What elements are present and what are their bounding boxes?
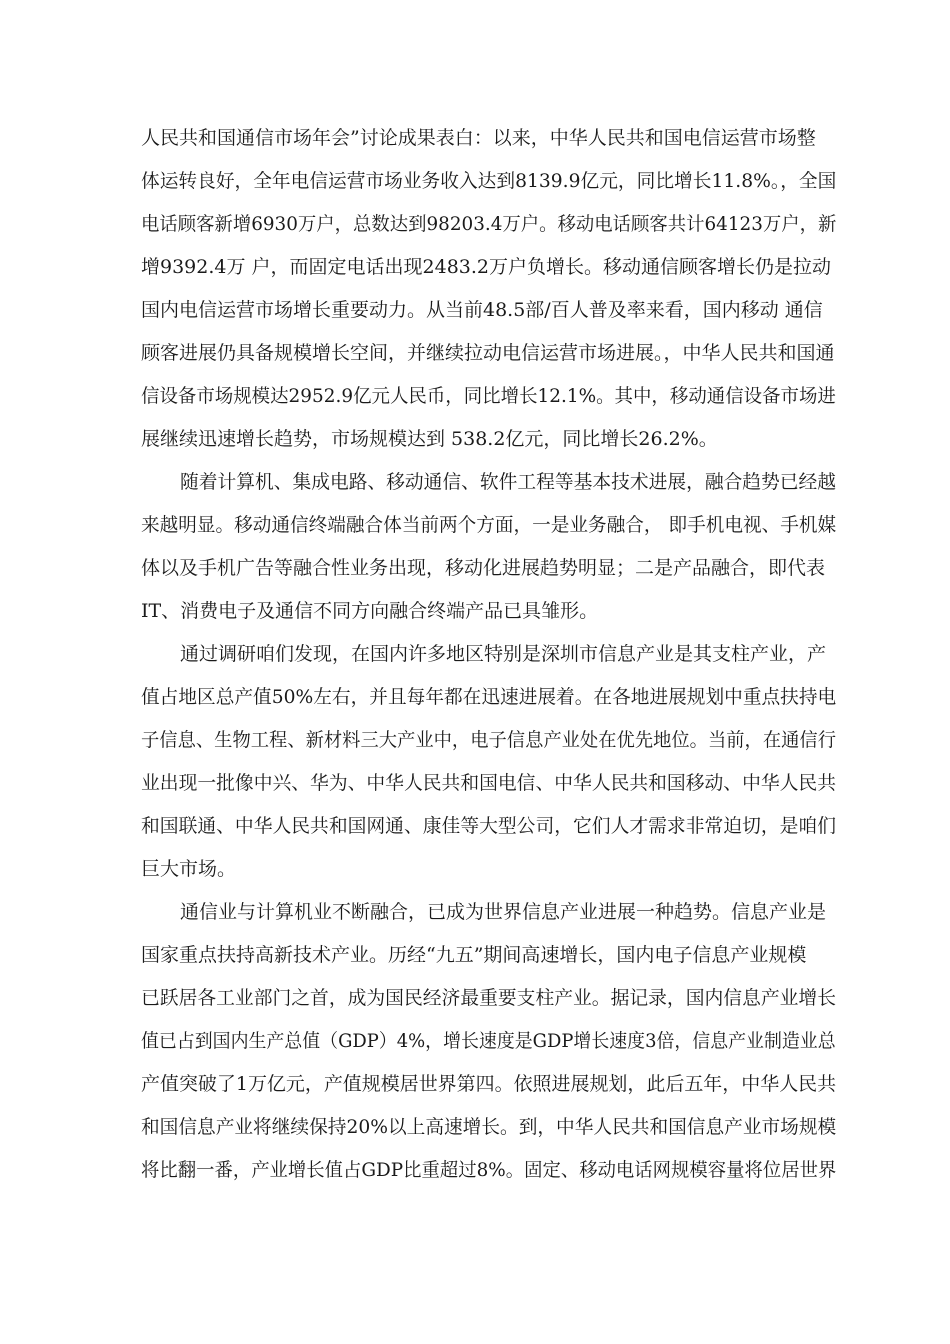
text-line: 和国信息产业将继续保持20%以上高速增长。到，中华人民共和国信息产业市场规模 (141, 1116, 837, 1138)
text-line: 产值突破了1万亿元，产值规模居世界第四。依照进展规划，此后五年，中华人民共 (141, 1073, 837, 1095)
text-line: 和国联通、中华人民共和国网通、康佳等大型公司，它们人才需求非常迫切，是咱们 (141, 815, 837, 837)
text-line: 人民共和国通信市场年会”讨论成果表白：以来，中华人民共和国电信运营市场整 (141, 127, 816, 149)
text-line: 将比翻一番，产业增长值占GDP比重超过8%。固定、移动电话网规模容量将位居世界 (141, 1159, 837, 1181)
text-line: 体运转良好，全年电信运营市场业务收入达到8139.9亿元，同比增长11.8%。，全国 (141, 170, 837, 192)
text-line: 顾客进展仍具备规模增长空间，并继续拉动电信运营市场进展。，中华人民共和国通 (141, 342, 835, 364)
text-line: 巨大市场。 (141, 858, 237, 880)
text-line: 业出现一批像中兴、华为、中华人民共和国电信、中华人民共和国移动、中华人民共 (141, 772, 837, 794)
text-line: IT、消费电子及通信不同方向融合终端产品已具雏形。 (141, 600, 599, 622)
text-line: 通信业与计算机业不断融合，已成为世界信息产业进展一种趋势。信息产业是 (180, 901, 827, 923)
text-line: 随着计算机、集成电路、移动通信、软件工程等基本技术进展，融合趋势已经越 (180, 471, 837, 493)
text-line: 电话顾客新增6930万户，总数达到98203.4万户。移动电话顾客共计64123万户，新 (141, 213, 837, 235)
text-line: 国家重点扶持高新技术产业。历经“九五”期间高速增长，国内电子信息产业规模 (141, 944, 807, 966)
text-line: 值已占到国内生产总值（GDP）4%，增长速度是GDP增长速度3倍，信息产业制造业总 (141, 1030, 836, 1052)
text-line: 增9392.4万 户，而固定电话出现2483.2万户负增长。移动通信顾客增长仍是拉动 (141, 256, 832, 278)
text-line: 已跃居各工业部门之首，成为国民经济最重要支柱产业。据记录，国内信息产业增长 (141, 987, 837, 1009)
text-line: 展继续迅速增长趋势，市场规模达到 538.2亿元，同比增长26.2%。 (141, 428, 718, 450)
text-line: 国内电信运营市场增长重要动力。从当前48.5部/百人普及率来看，国内移动 通信 (141, 299, 823, 321)
text-line: 来越明显。移动通信终端融合体当前两个方面，一是业务融合， 即手机电视、手机媒 (141, 514, 837, 536)
text-line: 子信息、生物工程、新材料三大产业中，电子信息产业处在优先地位。当前，在通信行 (141, 729, 837, 751)
text-line: 信设备市场规模达2952.9亿元人民币，同比增长12.1%。其中，移动通信设备市场进 (141, 385, 836, 407)
text-line: 通过调研咱们发现，在国内许多地区特别是深圳市信息产业是其支柱产业，产 (180, 643, 827, 665)
text-line: 体以及手机广告等融合性业务出现，移动化进展趋势明显；二是产品融合，即代表 (141, 557, 826, 579)
text-line: 值占地区总产值50%左右，并且每年都在迅速进展着。在各地进展规划中重点扶持电 (141, 686, 837, 708)
